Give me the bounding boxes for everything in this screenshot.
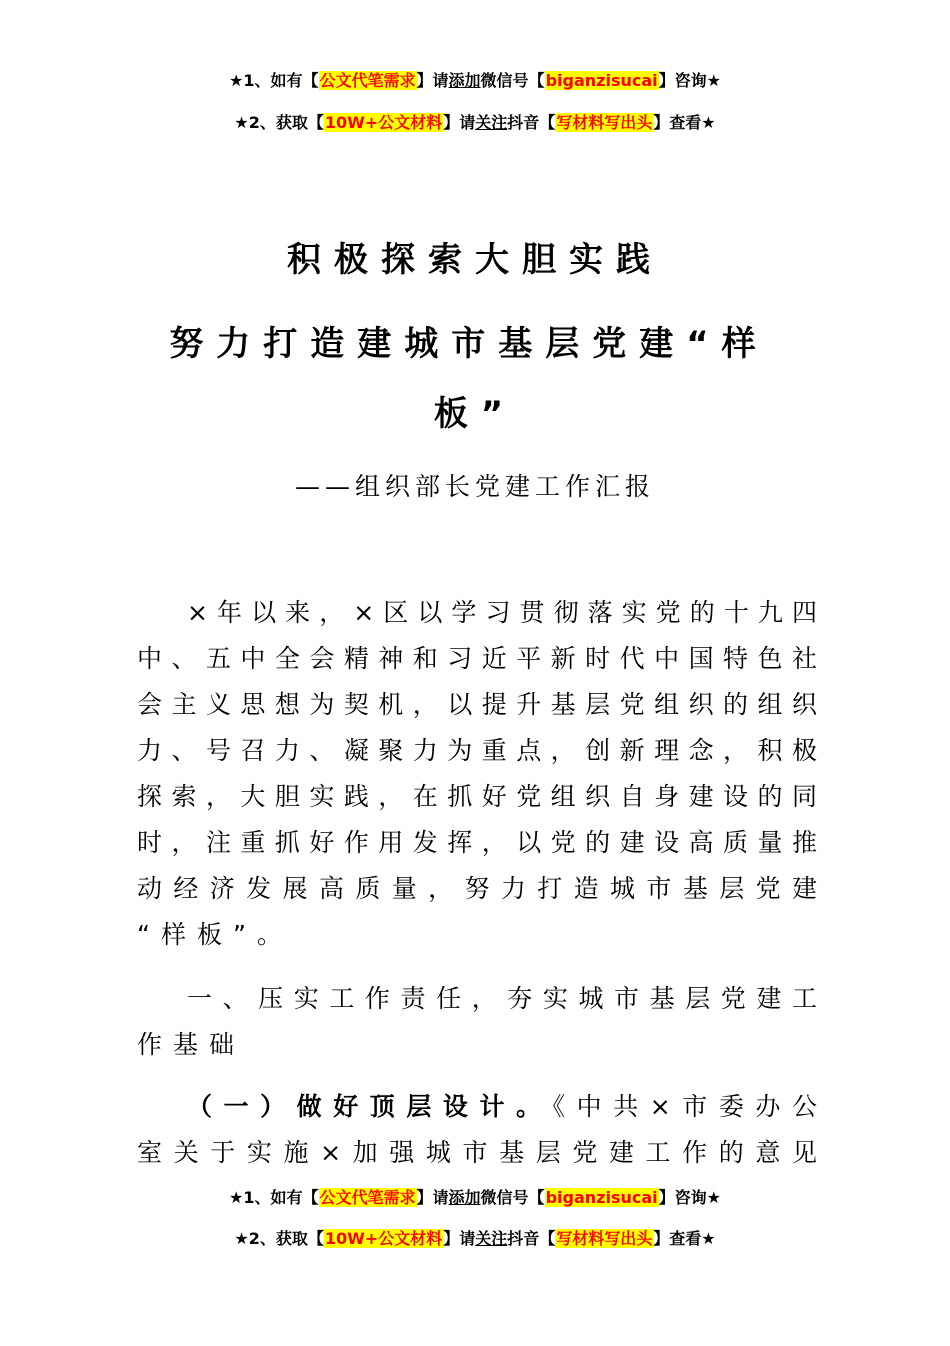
footer-ad-2-mid1: 】请 bbox=[443, 1229, 476, 1248]
footer-ad-2-underline: 关注 bbox=[475, 1229, 508, 1248]
para1-line-5: 探索，大胆实践，在抓好党组织自身建设的同 bbox=[137, 782, 817, 811]
doc-title-line-1: 积极探索大胆实践 bbox=[287, 240, 663, 280]
header-ad-2-highlight-douyin: 写材料写出头 bbox=[556, 113, 653, 132]
para1-line-7: 动经济发展高质量，努力打造城市基层党建 bbox=[137, 874, 817, 903]
header-ad-2-underline: 关注 bbox=[475, 113, 508, 132]
header-ad-2-mid1: 】请 bbox=[443, 113, 476, 132]
header-ad-1-underline: 添加 bbox=[448, 71, 481, 90]
footer-ad-2-suffix: 】查看★ bbox=[653, 1229, 716, 1248]
header-ad-2-mid2: 抖音【 bbox=[507, 113, 556, 132]
para1-line-4: 力、号召力、凝聚力为重点，创新理念，积极 bbox=[137, 736, 817, 765]
sub-heading-1-rest: 《中共×市委办公 bbox=[552, 1092, 817, 1121]
doc-title-line-2: 努力打造建城市基层党建“样 bbox=[169, 324, 769, 364]
footer-ad-2-mid2: 抖音【 bbox=[507, 1229, 556, 1248]
doc-title-line-3: 板” bbox=[433, 394, 517, 434]
para1-line-2: 中、五中全会精神和习近平新时代中国特色社 bbox=[137, 644, 817, 673]
heading-1-line-1: 一、压实工作责任，夯实城市基层党建工 bbox=[187, 984, 817, 1013]
header-ad-2-suffix: 】查看★ bbox=[653, 113, 716, 132]
footer-ad-1-mid2: 微信号【 bbox=[480, 1188, 545, 1207]
para1-line-1: ×年以来，×区以学习贯彻落实党的十九四 bbox=[187, 598, 817, 627]
footer-ad-2-highlight-materials: 10W+公文材料 bbox=[324, 1229, 443, 1248]
header-ad-1-highlight-service: 公文代笔需求 bbox=[319, 71, 416, 90]
para1-line-8: “样板”。 bbox=[137, 920, 293, 949]
sub-heading-1-line-1 bbox=[187, 1090, 817, 1124]
footer-ad-1-highlight-wechat: biganzisucai bbox=[545, 1188, 658, 1207]
heading-1-line-2: 作基础 bbox=[137, 1030, 246, 1059]
header-ad-1-prefix: ★1、如有【 bbox=[229, 71, 319, 90]
header-ad-1-mid1: 】请 bbox=[416, 71, 449, 90]
para1-line-6: 时，注重抓好作用发挥，以党的建设高质量推 bbox=[137, 828, 817, 857]
para1-line-3: 会主义思想为契机，以提升基层党组织的组织 bbox=[137, 690, 817, 719]
sub-heading-1-line-2: 室关于实施×加强城市基层党建工作的意见 bbox=[137, 1138, 817, 1167]
footer-ad-1-prefix: ★1、如有【 bbox=[229, 1188, 319, 1207]
footer-ad-1-suffix: 】咨询★ bbox=[658, 1188, 721, 1207]
footer-ad-2-highlight-douyin: 写材料写出头 bbox=[556, 1229, 653, 1248]
header-ad-2-highlight-materials: 10W+公文材料 bbox=[324, 113, 443, 132]
doc-subtitle: ——组织部长党建工作汇报 bbox=[294, 472, 655, 501]
header-ad-1-suffix: 】咨询★ bbox=[658, 71, 721, 90]
footer-ad-line-1 bbox=[0, 1187, 950, 1209]
footer-ad-1-highlight-service: 公文代笔需求 bbox=[319, 1188, 416, 1207]
header-ad-line-1 bbox=[0, 70, 950, 92]
header-ad-1-highlight-wechat: biganzisucai bbox=[545, 71, 658, 90]
header-ad-1-mid2: 微信号【 bbox=[480, 71, 545, 90]
header-ad-line-2 bbox=[0, 112, 950, 134]
sub-heading-1-bold: （一）做好顶层设计。 bbox=[187, 1092, 553, 1121]
footer-ad-2-prefix: ★2、获取【 bbox=[234, 1229, 324, 1248]
footer-ad-line-2 bbox=[0, 1228, 950, 1250]
header-ad-2-prefix: ★2、获取【 bbox=[234, 113, 324, 132]
footer-ad-1-mid1: 】请 bbox=[416, 1188, 449, 1207]
footer-ad-1-underline: 添加 bbox=[448, 1188, 481, 1207]
